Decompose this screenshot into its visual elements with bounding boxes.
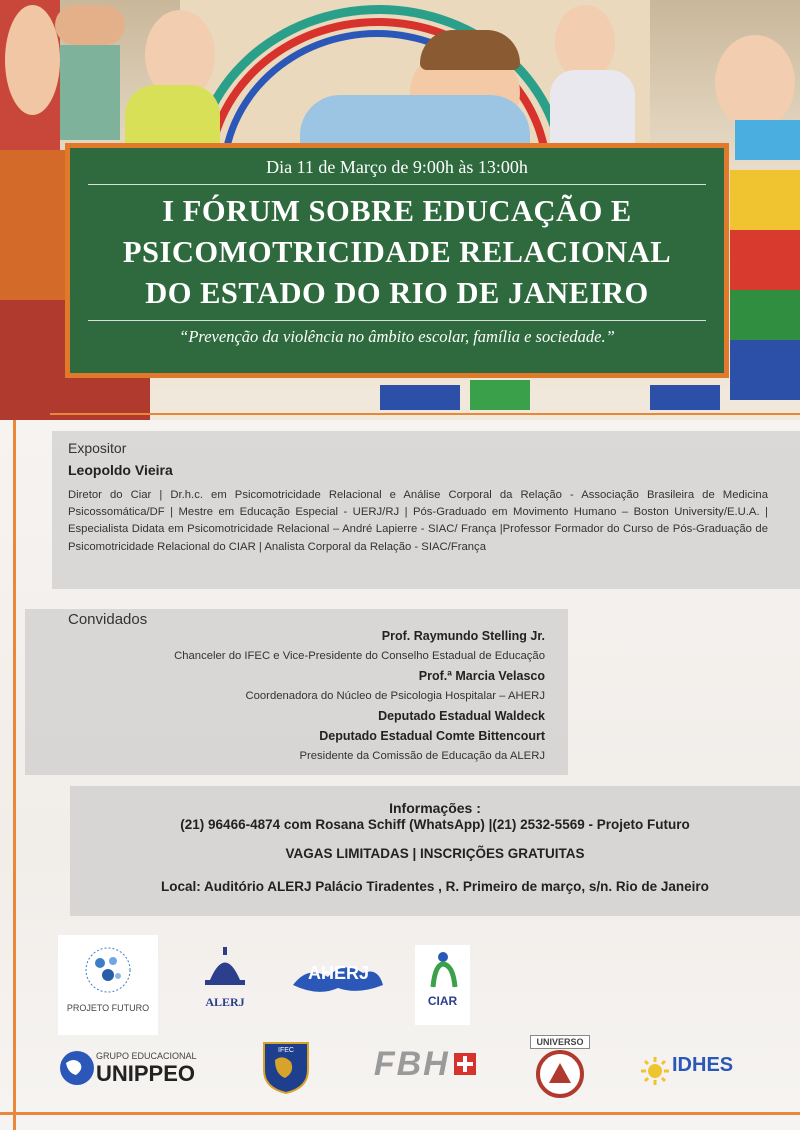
orange-divider [50, 413, 800, 415]
dome-icon [200, 945, 250, 990]
foam-block [730, 170, 800, 230]
child-hair [420, 30, 520, 70]
title-line: PSICOMOTRICIDADE RELACIONAL [122, 235, 672, 269]
event-title [70, 191, 724, 314]
event-location: Local: Auditório ALERJ Palácio Tiradentes , R. Primeiro de março, s/n. Rio de Janeiro [161, 879, 709, 894]
event-date: Dia 11 de Março de 9:00h às 13:00h [266, 157, 528, 177]
event-theme-quote: “Prevenção da violência no âmbito escolar, família e sociedade.” [179, 327, 615, 346]
unippeo-subtitle: GRUPO EDUCACIONAL [96, 1051, 197, 1061]
idhes-logo [640, 1050, 740, 1100]
foam-block [730, 290, 800, 340]
guest-name: Prof. Raymundo Stelling Jr. [381, 629, 545, 643]
child-face [555, 5, 615, 80]
universo-label: UNIVERSO [530, 1035, 590, 1049]
sun-icon [640, 1056, 670, 1086]
plus-cross-icon [454, 1053, 476, 1075]
globe-dots-icon [78, 943, 138, 998]
idhes-label: IDHES [672, 1054, 734, 1076]
ciar-label: CIAR [427, 994, 458, 1008]
guest-name: Deputado Estadual Waldeck [378, 709, 545, 723]
figure-icon [423, 949, 463, 989]
foam-block [470, 380, 530, 410]
info-block [70, 800, 800, 894]
foam-block [650, 385, 720, 410]
ifec-logo [258, 1040, 313, 1095]
vagas-notice: VAGAS LIMITADAS | INSCRIÇÕES GRATUITAS [285, 846, 585, 861]
foam-block [60, 45, 120, 140]
orange-border-left [13, 420, 16, 1130]
fbh-label: FBH [373, 1045, 450, 1083]
title-line: I FÓRUM SOBRE EDUCAÇÃO E [162, 194, 632, 228]
projeto-futuro-label: PROJETO FUTURO [66, 1003, 150, 1013]
unippeo-logo [58, 1045, 213, 1095]
info-heading: Informações : [389, 800, 481, 816]
orange-border-bottom [0, 1112, 800, 1115]
guest-role: Presidente da Comissão de Educação da ALERJ [299, 750, 545, 762]
guest-role: Coordenadora do Núcleo de Psicologia Hospitalar – AHERJ [245, 690, 545, 702]
expositor-name: Leopoldo Vieira [68, 462, 173, 478]
aherj-logo [285, 955, 390, 1025]
shield-icon [261, 1040, 311, 1095]
alerj-logo [190, 945, 260, 1025]
child-face [715, 35, 795, 130]
child-face [5, 5, 60, 115]
child-shirt [550, 70, 635, 145]
title-line: DO ESTADO DO RIO DE JANEIRO [145, 276, 649, 310]
globe-icon [58, 1049, 96, 1087]
expositor-heading: Expositor [68, 440, 127, 456]
alerj-label: ALERJ [205, 995, 245, 1009]
projeto-futuro-logo [58, 935, 158, 1035]
aherj-map-icon [288, 955, 388, 997]
guest-role: Chanceler do IFEC e Vice-Presidente do Conselho Estadual de Educação [174, 650, 545, 662]
foam-block [380, 385, 460, 410]
child-shirt [300, 95, 530, 145]
foam-block [730, 340, 800, 400]
child-shirt [735, 120, 800, 160]
aherj-mark: AHERJ [307, 963, 369, 983]
banner-divider [88, 320, 706, 321]
university-seal-icon [535, 1049, 585, 1099]
convidados-heading: Convidados [68, 611, 148, 628]
child-shirt [125, 85, 220, 145]
ciar-logo [415, 945, 470, 1025]
unippeo-label: UNIPPEO [96, 1061, 196, 1086]
foam-block [55, 5, 125, 45]
convidados-list [174, 626, 545, 766]
guest-name: Prof.ª Marcia Velasco [418, 669, 545, 683]
banner-divider [88, 184, 706, 185]
fbh-logo [365, 1045, 485, 1100]
expositor-description: Diretor do Ciar | Dr.h.c. em Psicomotricidade Relacional e Análise Corporal da Relação - Associação Brasileira de Medicina Psicossomática/DF | Mestre em Educação Especial - UERJ/RJ | Pós-Graduado em Movimento Humano – Boston University/E.U.A. | Especialista Didata em Psicomotricidade Relacional – André Lapierre - SIAC/ França |Professor Formador do Curso de Pós-Graduação de Psicomotricidade Relacional do CIAR | Analista Corporal da Relação - SIAC/França [68, 489, 768, 553]
foam-block [730, 230, 800, 290]
info-phones: (21) 96466-4874 com Rosana Schiff (WhatsApp) |(21) 2532-5569 - Projeto Futuro [180, 817, 690, 832]
ifec-mark: IFEC [277, 1047, 294, 1054]
event-banner [65, 143, 729, 378]
guest-name: Deputado Estadual Comte Bittencourt [319, 729, 545, 743]
universo-logo [530, 1035, 590, 1105]
